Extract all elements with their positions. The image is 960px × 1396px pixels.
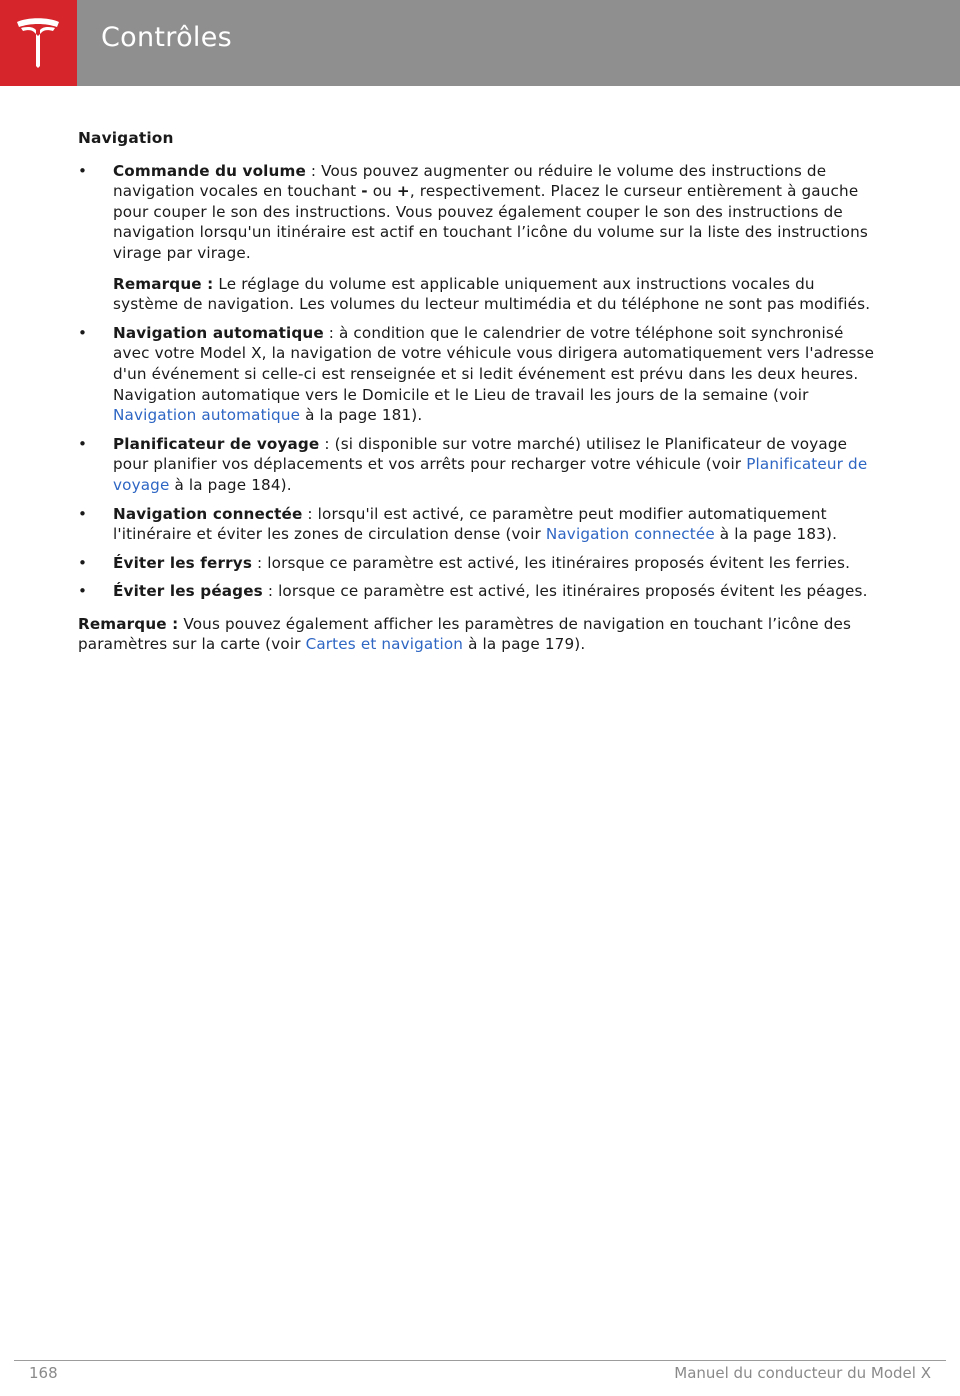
- bullet-icon: •: [78, 161, 88, 180]
- plus-symbol: +: [396, 182, 410, 201]
- bullet-icon: •: [78, 582, 88, 601]
- final-note: [78, 614, 878, 655]
- bullet-icon: •: [78, 323, 88, 342]
- list-item: [78, 161, 878, 315]
- cartes-et-navigation-link[interactable]: Cartes et navigation: [305, 635, 464, 654]
- item-body: : lorsque ce paramètre est activé, les itinéraires proposés évitent les péages.: [262, 582, 868, 601]
- list-item: [78, 434, 878, 496]
- item-body-rest: , respectivement. Placez le curseur entièrement à gauche pour couper le son des instructions. Vous pouvez également couper le son des instructions de navigation lorsqu'un itinéraire est actif en touchant l’icône du volume sur la liste des instructions virage par virage.: [113, 182, 868, 262]
- item-text: [113, 434, 878, 496]
- minus-symbol: -: [361, 182, 368, 201]
- item-body: : lorsque ce paramètre est activé, les itinéraires proposés évitent les ferries.: [252, 553, 851, 572]
- navigation-connectee-link[interactable]: Navigation connectée: [545, 525, 715, 544]
- page-reference: à la page 183).: [714, 525, 838, 544]
- item-term: Planificateur de voyage: [113, 434, 320, 453]
- note-text: Le réglage du volume est applicable uniquement aux instructions vocales du système de navigation. Les volumes du lecteur multimédia et du téléphone ne sont pas modifiés.: [113, 274, 871, 314]
- item-body: : (si disponible sur votre marché) utilisez le Planificateur de voyage pour planifier vos déplacements et vos arrêts pour recharger votre véhicule (voir: [113, 434, 848, 474]
- page-number: 168: [29, 1364, 58, 1382]
- bullet-icon: •: [78, 504, 88, 523]
- page-reference: à la page 181).: [300, 406, 423, 425]
- page-reference: à la page 184).: [169, 475, 292, 494]
- page-content: [78, 128, 878, 655]
- note-label: Remarque :: [113, 274, 214, 293]
- tesla-logo-icon: [15, 16, 61, 68]
- item-text: [113, 323, 878, 426]
- manual-title: Manuel du conducteur du Model X: [674, 1364, 931, 1382]
- section-title: Contrôles: [101, 22, 232, 53]
- note-label: Remarque :: [78, 614, 179, 633]
- item-term: Éviter les péages: [113, 582, 263, 601]
- item-text: [113, 161, 878, 264]
- bullet-icon: •: [78, 434, 88, 453]
- list-item: [78, 553, 878, 574]
- navigation-automatique-link[interactable]: Navigation automatique: [113, 406, 301, 425]
- subheading: Navigation: [78, 129, 174, 147]
- item-body: : lorsqu'il est activé, ce paramètre peut modifier automatiquement l'itinéraire et éviter les zones de circulation dense (voir: [113, 504, 827, 544]
- item-term: Navigation connectée: [113, 504, 303, 523]
- item-text: [113, 581, 878, 602]
- item-body: : à condition que le calendrier de votre téléphone soit synchronisé avec votre Model X, la navigation de votre véhicule vous dirigera automatiquement vers l'adresse d'un événement si celle-ci est renseignée et si ledit événement est prévu dans les deux heures. Navigation automatique vers le Domicile et le Lieu de travail les jours de la semaine (voir: [113, 323, 875, 404]
- planificateur-de-voyage-link[interactable]: Planificateur de voyage: [113, 455, 868, 494]
- item-term: Commande du volume: [113, 161, 306, 180]
- item-body: : Vous pouvez augmenter ou réduire le volume des instructions de navigation vocales en touchant: [113, 161, 827, 201]
- item-term: Éviter les ferrys: [113, 553, 253, 572]
- page-reference: à la page 179).: [463, 635, 586, 654]
- item-text: [113, 553, 878, 574]
- item-term: Navigation automatique: [113, 323, 324, 342]
- item-text: [113, 504, 878, 545]
- list-item: [78, 581, 878, 602]
- bullet-icon: •: [78, 553, 88, 572]
- list-item: [78, 323, 878, 426]
- footer-divider: [14, 1360, 946, 1361]
- item-body-connector: ou: [367, 182, 397, 201]
- list-item: [78, 504, 878, 545]
- volume-note: [113, 274, 878, 315]
- brand-logo: [0, 0, 77, 86]
- note-text: Vous pouvez également afficher les paramètres de navigation en touchant l’icône des paramètres sur la carte (voir: [78, 614, 852, 654]
